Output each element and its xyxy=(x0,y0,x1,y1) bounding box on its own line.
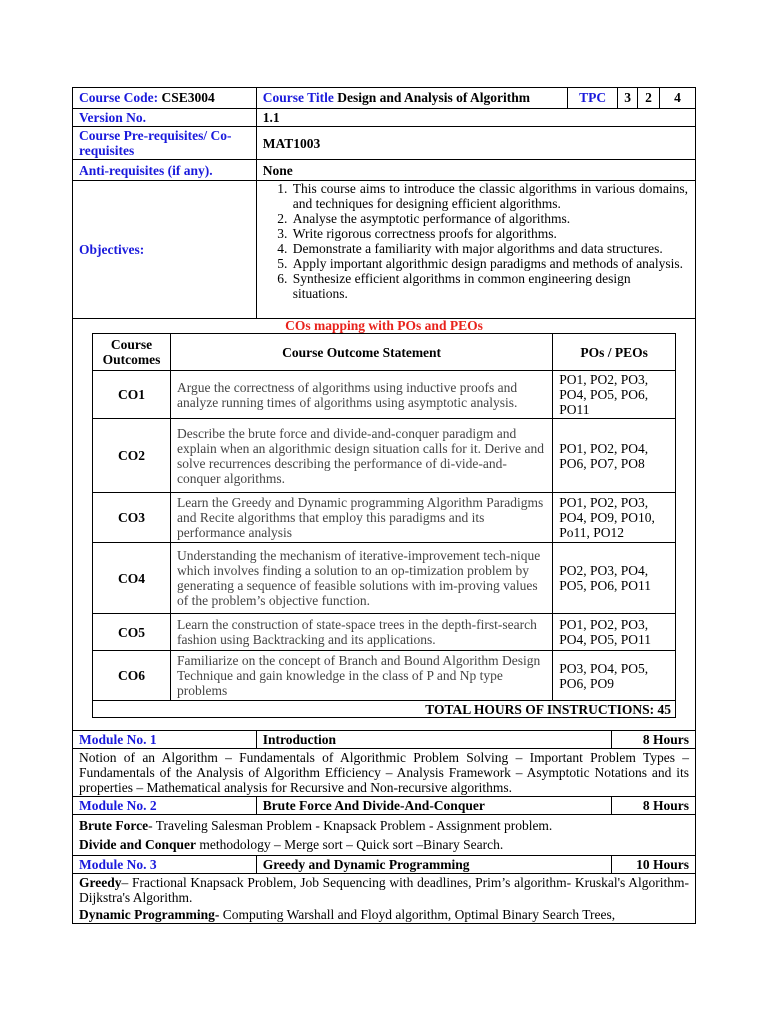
col-header-outcomes: Course Outcomes xyxy=(93,334,171,371)
co-statement: Learn the construction of state-space trees in the depth-first-search fashion using Backtracking and its applications. xyxy=(170,614,552,651)
tpc-practical: 2 xyxy=(638,88,660,109)
course-details-table xyxy=(72,108,696,731)
prereq-value: MAT1003 xyxy=(256,127,695,160)
objective-item: 2. Analyse the asymptotic performance of algorithms. xyxy=(291,211,688,226)
objective-item: 3. Write rigorous correctness proofs for algorithms. xyxy=(291,226,688,241)
module-3-dynamic xyxy=(79,907,689,922)
co-statement: Learn the Greedy and Dynamic programming Algorithm Paradigms and Recite algorithms that employ this paradigms and its performance analysis xyxy=(170,493,552,543)
co-statement: Familiarize on the concept of Branch and Bound Algorithm Design Technique and gain knowledge in the class of P and Np type problems xyxy=(170,651,552,701)
co-pos: PO2, PO3, PO4, PO5, PO6, PO11 xyxy=(553,543,676,614)
co-pos: PO1, PO2, PO3, PO4, PO9, PO10, Po11, PO12 xyxy=(553,493,676,543)
course-title-cell xyxy=(256,88,567,109)
greedy-label: Greedy xyxy=(79,875,122,890)
module-1-content: Notion of an Algorithm – Fundamentals of Algorithmic Problem Solving – Important Problem Types – Fundamentals of the Analysis of Algorithm Efficiency – Analysis Framework – Asymptotic Notations and its properties – Mathematical analysis for Recursive and Non-recursive algorithms. xyxy=(73,749,696,797)
co-pos: PO1, PO2, PO4, PO6, PO7, PO8 xyxy=(553,419,676,493)
table-row xyxy=(93,543,676,614)
module-1-label: Module No. 1 xyxy=(73,731,257,749)
co-pos: PO3, PO4, PO5, PO6, PO9 xyxy=(553,651,676,701)
module-2-hours: 8 Hours xyxy=(612,797,696,815)
module-1-title: Introduction xyxy=(256,731,611,749)
module-3-greedy xyxy=(79,875,689,905)
syllabus-page xyxy=(72,87,696,924)
table-row xyxy=(93,419,676,493)
modules-table xyxy=(72,730,696,924)
divide-conquer-label: Divide and Conquer xyxy=(79,837,197,852)
co-pos: PO1, PO2, PO3, PO4, PO5, PO11 xyxy=(553,614,676,651)
table-row xyxy=(93,493,676,543)
co-id: CO1 xyxy=(93,371,171,419)
course-info-table xyxy=(72,87,696,109)
version-label: Version No. xyxy=(73,109,257,127)
version-value: 1.1 xyxy=(256,109,695,127)
dynamic-programming-text: Computing Warshall and Floyd algorithm, Optimal Binary Search Trees, xyxy=(219,907,616,922)
course-code-cell xyxy=(73,88,257,109)
co-mapping-section xyxy=(73,319,696,731)
objective-item: 6. Synthesize efficient algorithms in common engineering design situations. xyxy=(291,271,688,301)
module-1-hours: 8 Hours xyxy=(612,731,696,749)
divide-conquer-text: methodology – Merge sort – Quick sort –Binary Search. xyxy=(196,837,504,852)
greedy-text: – Fractional Knapsack Problem, Job Sequencing with deadlines, Prim’s algorithm- Kruskal's Algorithm-Dijkstra's Algorithm. xyxy=(79,875,689,905)
objective-item: 1. This course aims to introduce the classic algorithms in various domains, and techniques for designing efficient algorithms. xyxy=(291,181,688,211)
course-code-label: Course Code: xyxy=(79,90,159,105)
co-pos: PO1, PO2, PO3, PO4, PO5, PO6, PO11 xyxy=(553,371,676,419)
co-statement: Describe the brute force and divide-and-conquer paradigm and explain when an algorithmic design situation calls for it. Derive and solve recurrences describing the performance of di-vide-and-conquer algorithms. xyxy=(170,419,552,493)
anti-label: Anti-requisites (if any). xyxy=(73,160,257,181)
module-2-content xyxy=(73,815,696,856)
dynamic-programming-label: Dynamic Programming- xyxy=(79,907,220,922)
course-title-label: Course Title xyxy=(262,90,334,105)
module-2-brute-force xyxy=(79,816,689,835)
brute-force-text: - Traveling Salesman Problem - Knapsack Problem - Assignment problem. xyxy=(148,818,553,833)
course-code: CSE3004 xyxy=(161,90,215,105)
co-mapping-table xyxy=(92,333,676,718)
anti-value: None xyxy=(256,160,695,181)
co-mapping-title: COs mapping with POs and PEOs xyxy=(285,318,483,333)
co-statement: Understanding the mechanism of iterative-improvement tech-nique which involves finding a solution to an op-timization problem by generating a sequence of feasible solutions with im-proving values of the problem’s objective function. xyxy=(170,543,552,614)
module-3-title: Greedy and Dynamic Programming xyxy=(256,856,611,874)
co-id: CO4 xyxy=(93,543,171,614)
col-header-pos: POs / PEOs xyxy=(553,334,676,371)
col-header-statement: Course Outcome Statement xyxy=(170,334,552,371)
objectives-label: Objectives: xyxy=(73,181,257,319)
table-row xyxy=(93,651,676,701)
objectives-list xyxy=(257,181,695,301)
course-title: Design and Analysis of Algorithm xyxy=(337,90,531,105)
table-row xyxy=(93,371,676,419)
objective-item: 5. Apply important algorithmic design paradigms and methods of analysis. xyxy=(291,256,688,271)
tpc-credits: 4 xyxy=(660,88,696,109)
objective-item: 4. Demonstrate a familiarity with major algorithms and data structures. xyxy=(291,241,688,256)
tpc-theory: 3 xyxy=(618,88,638,109)
tpc-label: TPC xyxy=(568,88,618,109)
module-2-title: Brute Force And Divide-And-Conquer xyxy=(256,797,611,815)
objectives-cell xyxy=(256,181,695,319)
module-3-content xyxy=(73,874,696,924)
module-2-divide-conquer xyxy=(79,835,689,854)
module-2-label: Module No. 2 xyxy=(73,797,257,815)
co-id: CO5 xyxy=(93,614,171,651)
module-3-label: Module No. 3 xyxy=(73,856,257,874)
total-hours: TOTAL HOURS OF INSTRUCTIONS: 45 xyxy=(93,701,676,718)
co-id: CO6 xyxy=(93,651,171,701)
co-statement: Argue the correctness of algorithms using inductive proofs and analyze running times of algorithms using asymptotic analysis. xyxy=(170,371,552,419)
brute-force-label: Brute Force xyxy=(79,818,149,833)
prereq-label: Course Pre-requisites/ Co-requisites xyxy=(73,127,257,160)
co-id: CO2 xyxy=(93,419,171,493)
table-row xyxy=(93,614,676,651)
co-id: CO3 xyxy=(93,493,171,543)
module-3-hours: 10 Hours xyxy=(612,856,696,874)
